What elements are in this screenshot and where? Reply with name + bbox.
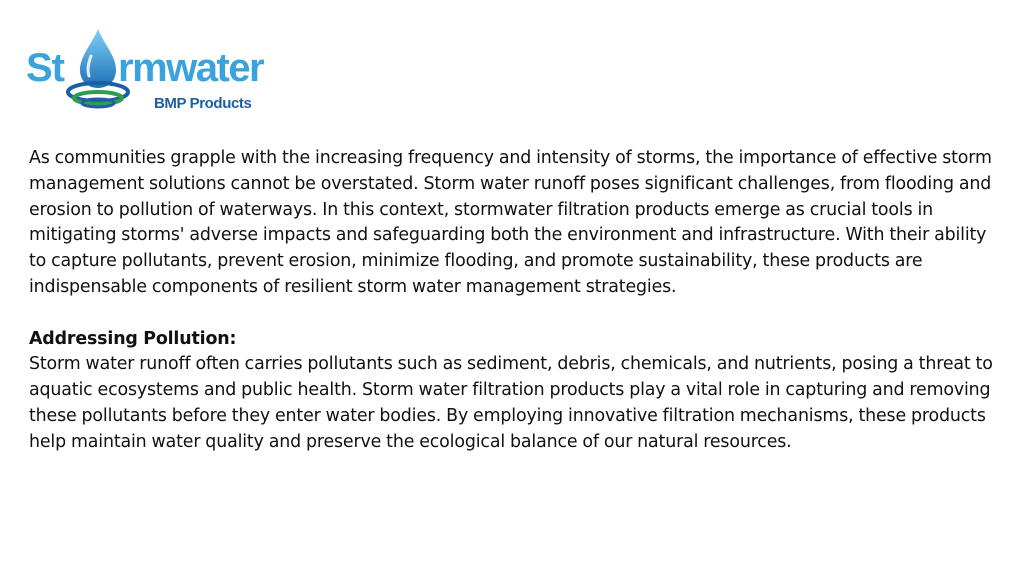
logo-wordmark-end: rmwater [118,46,264,90]
intro-paragraph: As communities grapple with the increasing frequency and intensity of storms, the importance of effective storm management solutions cannot be overstated. Storm water runoff poses significant challenges, from flooding and erosion to pollution of waterways. In this context, stormwater filtration products emerge as crucial tools in mitigating storms' adverse impacts and safeguarding both the environment and infrastructure. With their ability to capture pollutants, prevent erosion, minimize flooding, and promote sustainability, these products are indispensable components of resilient storm water management strategies. [29,148,992,297]
logo-wordmark-start: St [26,46,64,90]
logo-subtitle: BMP Products [154,95,252,112]
article-body [29,146,1001,456]
section-heading: Addressing Pollution: [29,328,237,349]
section-paragraph: Storm water runoff often carries pollutants such as sediment, debris, chemicals, and nutrients, posing a threat to aquatic ecosystems and public health. Storm water filtration products play a vital role in capturing and removing these pollutants before they enter water bodies. By employing innovative filtration mechanisms, these products help maintain water quality and preserve the ecological balance of our natural resources. [29,354,993,452]
stormwater-logo [26,26,280,112]
